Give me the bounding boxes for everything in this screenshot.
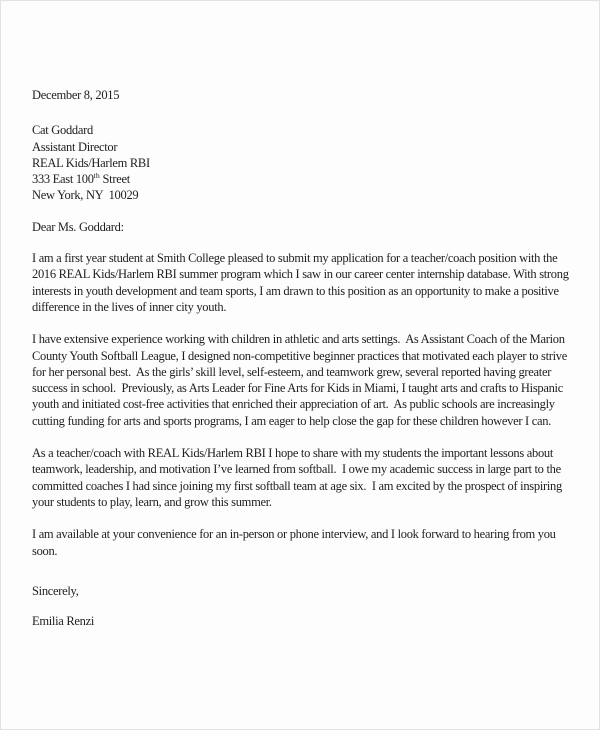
recipient-city-state-zip: New York, NY 10029	[32, 188, 139, 203]
recipient-organization: REAL Kids/Harlem RBI	[32, 155, 150, 170]
street-ordinal-suffix: th	[93, 171, 100, 181]
salutation: Dear Ms. Goddard:	[32, 219, 124, 234]
body-paragraph-3: As a teacher/coach with REAL Kids/Harlem RBI I hope to share with my students the important lessons about teamwork, leadership, and motivation I’ve learned from softball. I owe my academic success in large part to the committed coaches I had since joining my first softball team at age six. I am excited by the prospect of inspiring your students to play, learn, and grow this summer.	[32, 446, 565, 509]
recipient-address-block	[32, 122, 571, 203]
street-number-and-name: 333 East 100	[32, 172, 94, 187]
recipient-street-address	[32, 171, 571, 187]
closing-valediction: Sincerely,	[32, 583, 79, 598]
letter-date: December 8, 2015	[32, 88, 120, 102]
recipient-name: Cat Goddard	[32, 123, 93, 138]
body-paragraph-1: I am a first year student at Smith College pleased to submit my application for a teacher/coach position with the 2016 REAL Kids/Harlem RBI summer program which I saw in our career center internship database. With strong interests in youth development and team sports, I am drawn to this position as an opportunity to make a positive difference in the lives of inner city youth.	[32, 251, 572, 314]
street-suffix: Street	[99, 172, 130, 187]
body-paragraph-2: I have extensive experience working with children in athletic and arts settings. As Assistant Coach of the Marion County Youth Softball League, I designed non-competitive beginner practices that motivated each player to strive for her personal best. As the girls’ skill level, self-esteem, and teamwork grew, several reported having greater success in school. Previously, as Arts Leader for Fine Arts for Kids in Miami, I taught arts and crafts to Hispanic youth and initiated cost-free activities that enriched their appreciation of art. As public schools are increasingly cutting funding for arts and sports programs, I am eager to help close the gap for these children however I can.	[32, 332, 570, 428]
signature-name: Emilia Renzi	[32, 614, 95, 629]
body-paragraph-4: I am available at your convenience for an in-person or phone interview, and I look forward to hearing from you soon.	[32, 527, 559, 558]
recipient-title: Assistant Director	[32, 139, 118, 154]
